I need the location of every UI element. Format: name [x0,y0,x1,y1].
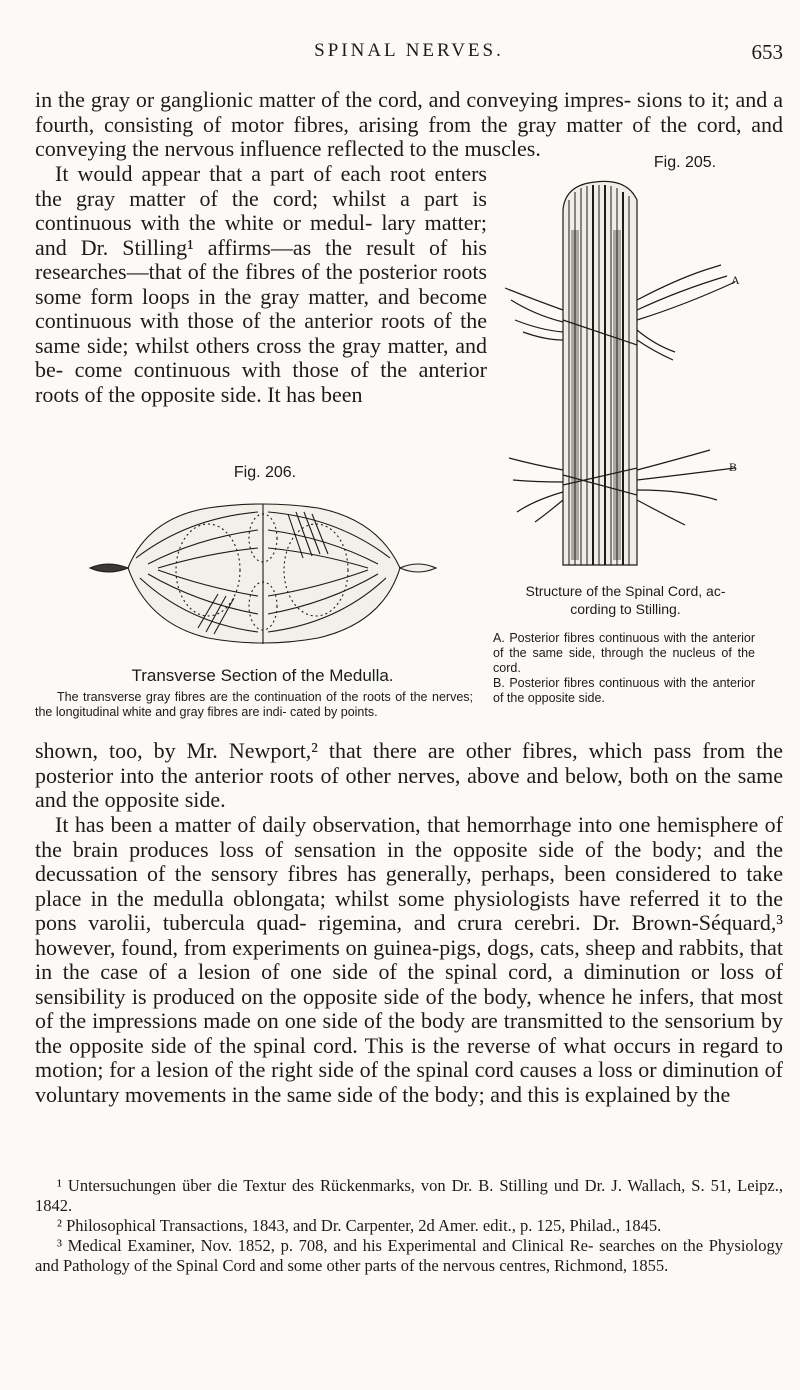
footnote-2: ² Philosophical Transactions, 1843, and Dr. Carpenter, 2d Amer. edit., p. 125, Philad., 1845. [57,1216,662,1235]
paragraph-4-text: It has been a matter of daily observation, that hemorrhage into one hemisphere of the brain produces loss of sensation in the opposite side of the body; and the decussation of the sensory fibres has generally, perhaps, been considered to take place in the medulla oblongata; whilst some physiologists have referred it to the pons varolii, tubercula quad- rigemina, and crura cerebri. Dr. Brown-Séquard,³ however, found, from experiments on guinea-pigs, dogs, cats, sheep and rabbits, that in the case of a lesion of one side of the spinal cord, a diminution or loss of sensibility is produced on the opposite side of the body, whence he infers, that most of the impressions made on one side of the body are transmitted to the sensorium by the opposite side of the spinal cord. This is the reverse of what occurs in regard to motion; for a lesion of the right side of the spinal cord causes a loss or diminution of voluntary movements in the same side of the body; and this is explained by the [35,812,783,1107]
fig-206-label: Fig. 206. [233,464,297,481]
footnote-3: ³ Medical Examiner, Nov. 1852, p. 708, and his Experimental and Clinical Re- searches on the Physiology and Pathology of the Spinal Cord and some other parts of the nervous centres, Richmond, 1855. [35,1236,783,1275]
fig-205-label: Fig. 205. [653,154,717,171]
paragraph-2 [35,162,487,407]
page-header [35,40,783,68]
paragraph-1: in the gray or ganglionic matter of the cord, and conveying impres- sions to it; and a fourth, consisting of motor fibres, arising from the gray matter of the cord, and conveying the nervous influence reflected to the muscles. [35,87,783,161]
fig-206-medulla-illustration [88,498,438,650]
fig-205-spinal-cord-illustration [505,170,740,568]
footnote-1: ¹ Untersuchungen über die Textur des Rückenmarks, von Dr. B. Stilling und Dr. J. Wallach, S. 51, Leipz., 1842. [35,1176,783,1215]
fig-206-caption-text: The transverse gray fibres are the continuation of the roots of the nerves; the longitudinal white and gray fibres are indi- cated by points. [35,690,473,719]
page-number: 653 [751,40,783,64]
fig-206-caption-title: Transverse Section of the Medulla. [131,666,394,685]
fig-205-legend [493,631,755,706]
paragraph-3: shown, too, by Mr. Newport,² that there are other fibres, which pass from the posterior into the anterior roots of other nerves, above and below, both on the same and the opposite side. [35,738,783,812]
fig-205-label-a: A [731,273,740,287]
fig-205-caption: Structure of the Spinal Cord, ac- cording to Stilling. [525,583,726,617]
paragraph-2-text: It would appear that a part of each root enters the gray matter of the cord; whilst a part is continuous with the white or medul- lary matter; and Dr. Stilling¹ affirms—as the result of his researches—that of the fibres of the posterior roots some form loops in the gray matter, and become continuous with those of the anterior roots of the same side; whilst others cross the gray matter, and be- come continuous with those of the anterior roots of the opposite side. It has been [35,161,487,407]
fig-205-legend-b: B. Posterior fibres continuous with the anterior of the opposite side. [493,676,755,705]
paragraph-4 [35,813,783,1107]
running-head: SPINAL NERVES. [314,40,504,61]
footnotes [35,1176,783,1276]
fig-205-label-b: B [729,460,738,474]
fig-205-legend-a: A. Posterior fibres continuous with the anterior of the same side, through the nucleus of the cord. [493,631,755,675]
